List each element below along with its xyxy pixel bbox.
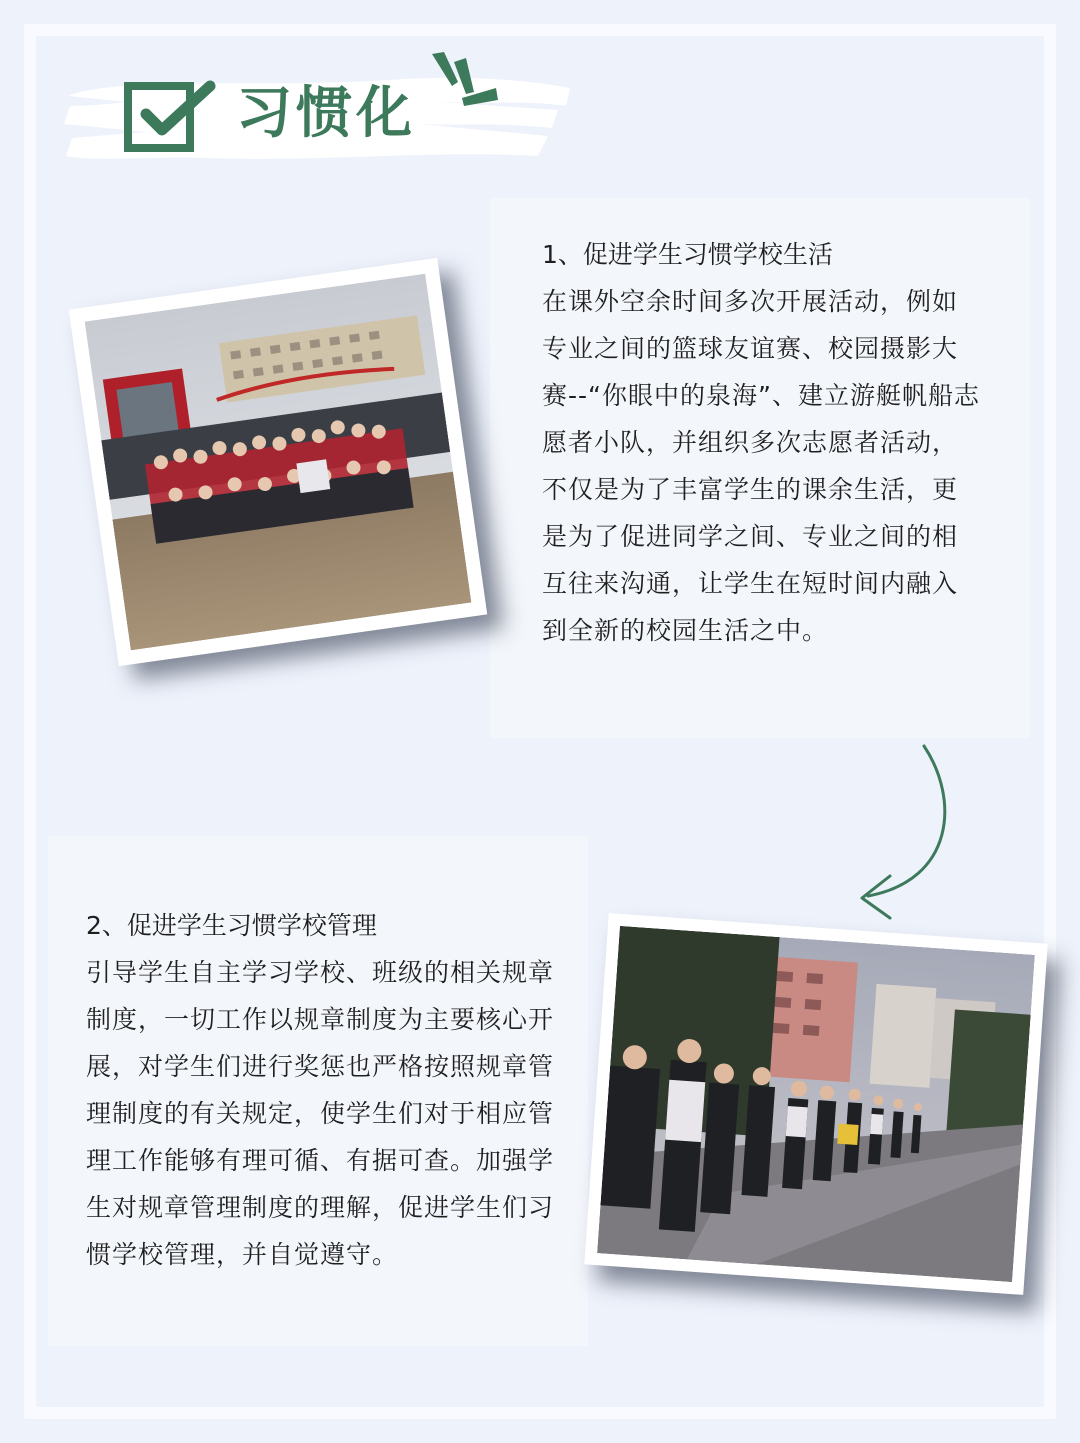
curved-arrow-icon	[850, 740, 960, 930]
checkbox-icon	[124, 78, 216, 154]
section-card-1	[490, 198, 1030, 738]
group-photo-image	[85, 274, 472, 651]
section-text-1	[542, 231, 982, 654]
section-body-2: 引导学生自主学习学校、班级的相关规章制度，一切工作以规章制度为主要核心开展，对学生们进行奖惩也严格按照规章管理制度的有关规定，使学生们对于相应管理工作能够有理可循、有据可查。加强学生对规章管理制度的理解，促进学生们习惯学校管理，并自觉遵守。	[86, 958, 555, 1269]
section-heading-1: 1、促进学生习惯学校生活	[542, 240, 833, 269]
section-card-2	[48, 836, 588, 1346]
section-heading-2: 2、促进学生习惯学校管理	[86, 911, 377, 940]
queue-photo	[584, 913, 1047, 1295]
group-photo	[69, 258, 487, 666]
burst-icon	[424, 48, 504, 120]
queue-photo-image	[597, 926, 1035, 1282]
section-text-2	[86, 902, 554, 1278]
page-title: 习惯化	[236, 81, 416, 146]
section-body-1: 在课外空余时间多次开展活动，例如专业之间的篮球友谊赛、校园摄影大赛--“你眼中的泉海”、建立游艇帆船志愿者小队，并组织多次志愿者活动，不仅是为了丰富学生的课余生活，更是为了促进同学之间、专业之间的相互往来沟通，让学生在短时间内融入到全新的校园生活之中。	[542, 287, 980, 645]
